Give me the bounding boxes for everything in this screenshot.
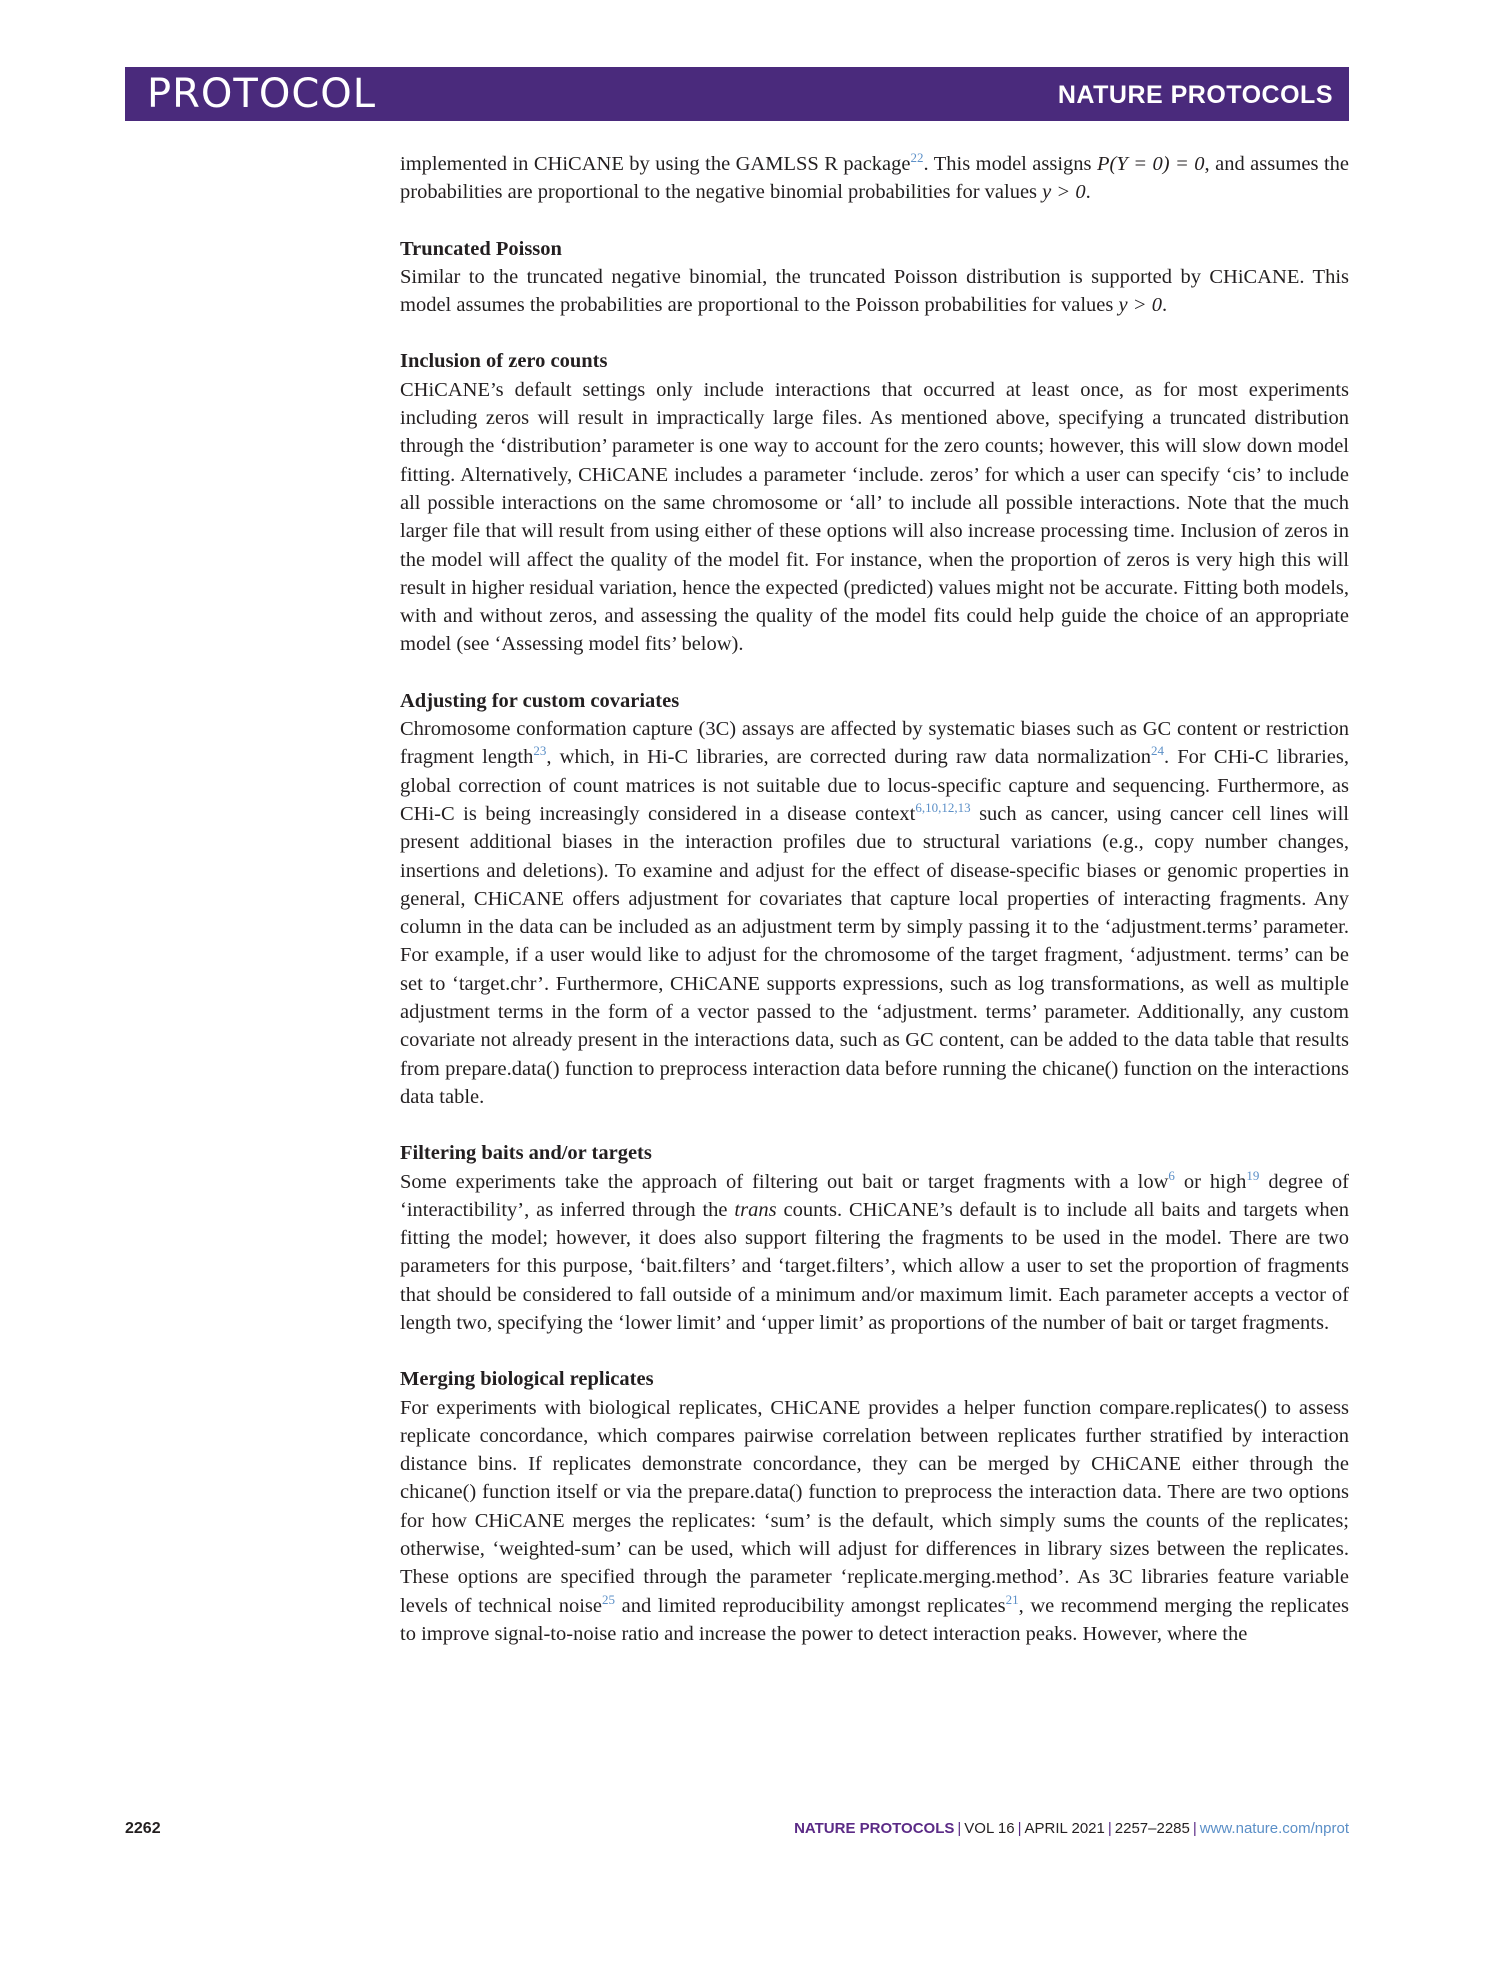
section-paragraph: For experiments with biological replicates, CHiCANE provides a helper function compare.replicates() to assess replicate concordance, which compares pairwise correlation between replicates further stratified by interaction distance bins. If replicates demonstrate concordance, they can be merged by CHiCANE either through the chicane() function itself or via the prepare.data() function to preprocess the interaction data. There are two options for how CHiCANE merges the replicates: ‘sum’ is the default, which simply sums the counts of the replicates; otherwise, ‘weighted-sum’ can be used, which will adjust for differences in library sizes between the replicates. These options are specified through the parameter ‘replicate.merging.method’. As 3C libraries feature variable levels of technical noise$^{25}$ and limited reproducibility amongst replicates$^{21}$, we recommend merging the replicates to improve signal-to-noise ratio and increase the power to detect interaction peaks. However, where the [400,1396,1349,1645]
footer-volume: VOL 16 [964,1820,1015,1837]
section-paragraph: Some experiments take the approach of filtering out bait or target fragments with a low$^6$ or high$^{19}$ degree of ‘interactibility’, as inferred through the trans counts. CHiCANE’s default is to include all baits and targets when fitting the model; however, it does also support filtering the fragments to be used in the model. There are two parameters for this purpose, ‘bait.filters’ and ‘target.filters’, which allow a user to set the proportion of fragments that should be considered to fall outside of a minimum and/or maximum limit. Each parameter accepts a vector of length two, specifying the ‘lower limit’ and ‘upper limit’ as proportions of the number of bait or target fragments. [400,1167,1349,1334]
section-paragraph: Similar to the truncated negative binomial, the truncated Poisson distribution is supported by CHiCANE. This model assumes the probabilities are proportional to the Poisson probabilities for values y > 0. [400,265,1349,317]
footer-date: APRIL 2021 [1024,1820,1105,1837]
intro-paragraph: implemented in CHiCANE by using the GAMLSS R package$^{22}$. This model assigns P(Y = 0) = 0, and assumes the probabilities are proportional to the negative binomial probabilities for values y > 0. [400,150,1349,204]
reference-link[interactable]: 22 [910,150,924,166]
reference-link[interactable]: 23 [533,743,547,759]
section-heading: Filtering baits and/or targets [400,1142,652,1165]
footer-url-link[interactable]: www.nature.com/nprot [1199,1820,1349,1837]
header-bar [125,67,1349,121]
reference-link[interactable]: 19 [1246,1167,1260,1183]
section-truncated-poisson [400,235,1349,320]
reference-link[interactable]: 21 [1005,1591,1019,1607]
article-body [400,150,1349,1648]
emphasis: trans [734,1198,777,1221]
reference-link[interactable]: 6 [1168,1167,1175,1183]
math-expression: P(Y = 0) = 0 [1097,153,1205,175]
reference-link[interactable]: 6,10,12,13 [915,800,971,816]
section-custom-covariates [400,687,1349,1111]
reference-link[interactable]: 25 [602,1591,615,1607]
section-heading: Adjusting for custom covariates [400,689,680,712]
math-expression: y > 0 [1042,181,1086,204]
section-merging-replicates [400,1365,1349,1648]
section-label: PROTOCOL [147,71,377,117]
section-paragraph: CHiCANE’s default settings only include interactions that occurred at least once, as for most experiments including zeros will result in impractically large files. As mentioned above, specifying a truncated distribution through the ‘distribution’ parameter is one way to account for the zero counts; however, this will slow down model fitting. Alternatively, CHiCANE includes a parameter ‘include. zeros’ for which a user can specify ‘cis’ to include all possible interactions on the same chromosome or ‘all’ to include all possible interactions. Note that the much larger file that will result from using either of these options will also increase processing time. Inclusion of zeros in the model will affect the quality of the model fit. For instance, when the proportion of zeros is very high this will result in higher residual variation, hence the expected (predicted) values might not be accurate. Fitting both models, with and without zeros, and assessing the quality of the model fits could help guide the choice of an appropriate model (see ‘Assessing model fits’ below). [400,378,1349,656]
journal-label: NATURE PROTOCOLS [1057,81,1333,109]
section-paragraph: Chromosome conformation capture (3C) assays are affected by systematic biases such as GC content or restriction fragment length$^{23}$, which, in Hi-C libraries, are corrected during raw data normalization$^{24}$. For CHi-C libraries, global correction of count matrices is not suitable due to locus-specific capture and sequencing. Furthermore, as CHi-C is being increasingly considered in a disease context$^{6,10,12,13}$ such as cancer, using cancer cell lines will present additional biases in the interaction profiles due to structural variations (e.g., copy number changes, insertions and deletions). To examine and adjust for the effect of disease-specific biases or genomic properties in general, CHiCANE offers adjustment for covariates that capture local properties of interacting fragments. Any column in the data can be included as an adjustment term by simply passing it to the ‘adjustment.terms’ parameter. For example, if a user would like to adjust for the chromosome of the target fragment, ‘adjustment. terms’ can be set to ‘target.chr’. Furthermore, CHiCANE supports expressions, such as log transformations, as well as multiple adjustment terms in the form of a vector passed to the ‘adjustment. terms’ parameter. Additionally, any custom covariate not already present in the interactions data, such as GC content, can be added to the data table that results from prepare.data() function to preprocess interaction data before running the chicane() function on the interactions data table. [400,718,1349,1108]
section-filtering [400,1139,1349,1337]
reference-link[interactable]: 24 [1150,743,1164,759]
page-number: 2262 [125,1820,161,1837]
math-expression: y > 0 [1118,294,1162,317]
footer-pages: 2257–2285 [1114,1820,1190,1837]
footer-citation: NATURE PROTOCOLS | VOL 16 | APRIL 2021 | 2257–2285 | www.nature.com/nprot [794,1820,1349,1837]
section-zero-counts [400,347,1349,658]
section-heading: Truncated Poisson [400,237,562,260]
section-heading: Inclusion of zero counts [400,350,608,373]
footer-journal: NATURE PROTOCOLS [794,1820,955,1837]
section-heading: Merging biological replicates [400,1368,654,1391]
